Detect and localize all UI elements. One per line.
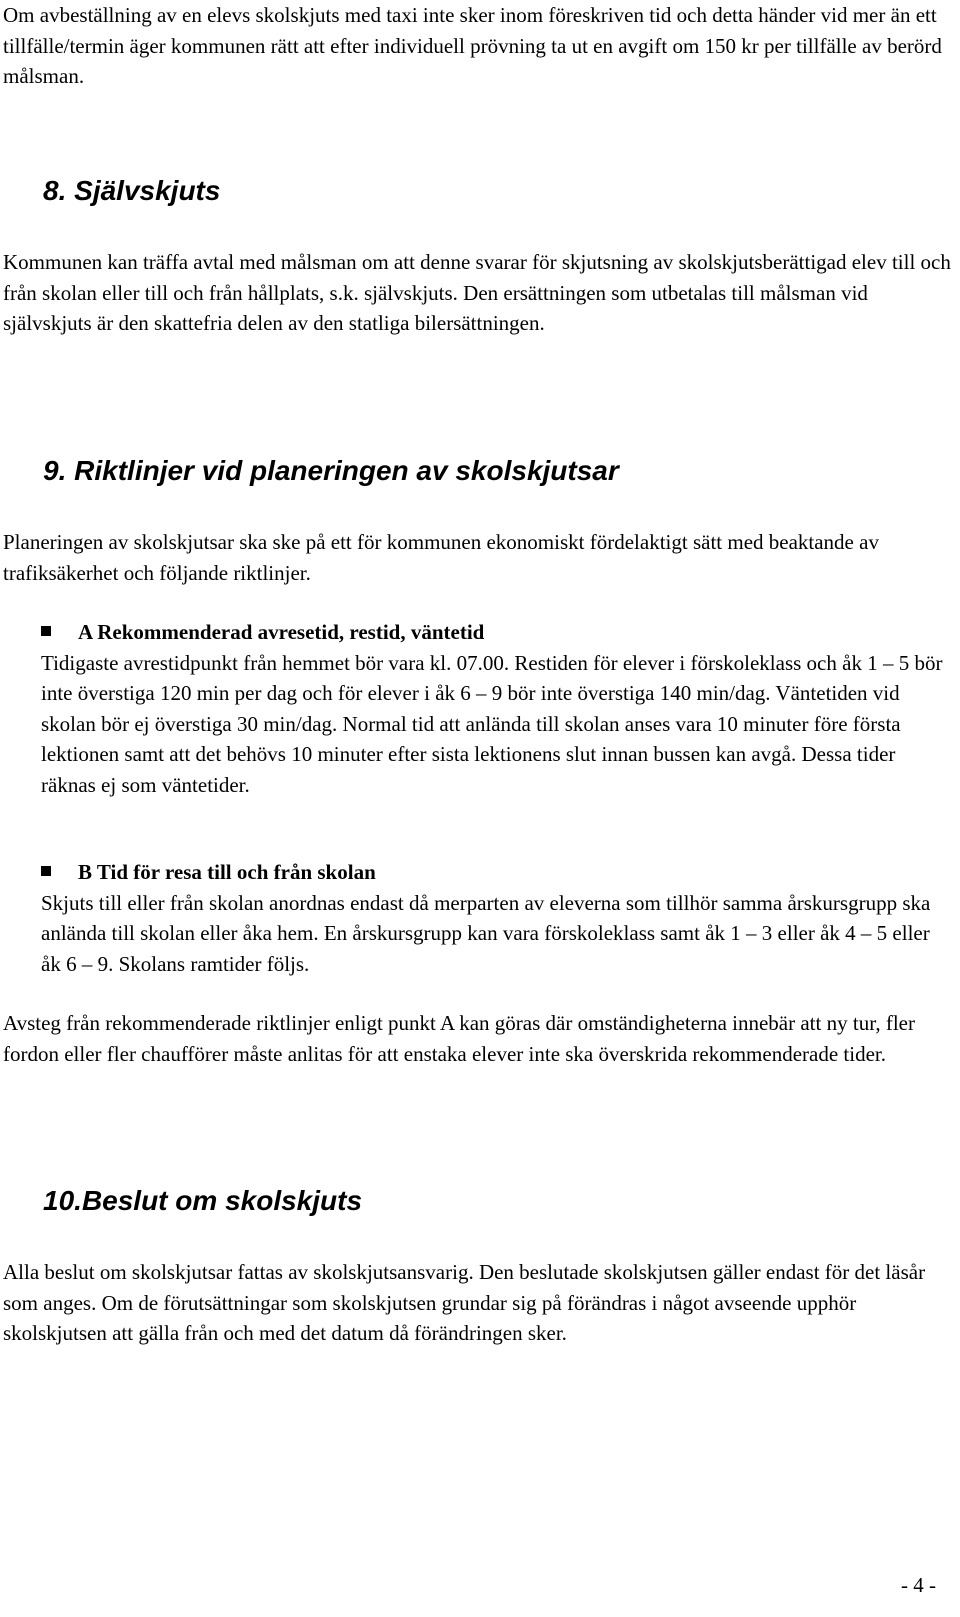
list-item-b bbox=[41, 857, 953, 979]
list-item-a-body: Tidigaste avrestidpunkt från hemmet bör vara kl. 07.00. Restiden för elever i förskoleklass och åk 1 – 5 bör inte överstiga 120 min per dag och för elever i åk 6 – 9 bör inte överstiga 140 min/dag. Väntetiden vid skolan bör ej överstiga 30 min/dag. Normal tid att anlända till skolan anses vara 10 minuter före första lektionen samt att det behövs 10 minuter efter sista lektionens slut innan bussen kan avgå. Dessa tider räknas ej som väntetider. bbox=[41, 650, 943, 797]
square-bullet-icon bbox=[41, 866, 51, 876]
section-8-heading bbox=[43, 174, 220, 208]
page-number: - 4 - bbox=[901, 1573, 936, 1597]
intro-paragraph: Om avbeställning av en elevs skolskjuts med taxi inte sker inom föreskriven tid och detta händer vid mer än ett tillfälle/termin äger kommunen rätt att efter individuell prövning ta ut en avgift om 150 kr per tillfälle av berörd målsman. bbox=[3, 3, 942, 88]
list-item-a-title-row bbox=[41, 617, 953, 648]
list-item-b-title: B Tid för resa till och från skolan bbox=[78, 860, 376, 884]
square-bullet-icon bbox=[41, 626, 51, 636]
section-10-heading bbox=[43, 1184, 362, 1218]
section-9-number: 9. bbox=[43, 455, 67, 486]
section-9-heading bbox=[43, 454, 619, 488]
section-9-closing: Avsteg från rekommenderade riktlinjer enligt punkt A kan göras där omständigheterna innebär att ny tur, fler fordon eller fler chaufförer måste anlitas för att enstaka elever inte ska överskrida rekommenderade tider. bbox=[3, 1011, 915, 1066]
list-item-b-body: Skjuts till eller från skolan anordnas endast då merparten av eleverna som tillhör samma årskursgrupp ska anlända till skolan eller åka hem. En årskursgrupp kan vara förskoleklass samt åk 1 – 3 eller åk 4 – 5 eller åk 6 – 9. Skolans ramtider följs. bbox=[41, 890, 931, 976]
list-item-a-title: A Rekommenderad avresetid, restid, väntetid bbox=[78, 620, 485, 644]
list-item-a bbox=[41, 617, 953, 800]
list-item-b-title-row bbox=[41, 857, 953, 888]
section-10-number: 10. bbox=[43, 1185, 82, 1216]
section-10-body: Alla beslut om skolskjutsar fattas av skolskjutsansvarig. Den beslutade skolskjutsen gäller endast för det läsår som anges. Om de förutsättningar som skolskjutsen grundar sig på förändras i något avseende upphör skolskjutsen att gälla från och med det datum då förändringen sker. bbox=[3, 1260, 926, 1345]
section-10-title: Beslut om skolskjuts bbox=[81, 1185, 363, 1216]
section-8-number: 8. bbox=[43, 175, 67, 206]
section-9-body: Planeringen av skolskjutsar ska ske på ett för kommunen ekonomiskt fördelaktigt sätt med beaktande av trafiksäkerhet och följande riktlinjer. bbox=[3, 530, 879, 585]
section-8-body: Kommunen kan träffa avtal med målsman om att denne svarar för skjutsning av skolskjutsberättigad elev till och från skolan eller till och från hållplats, s.k. självskjuts. Den ersättningen som utbetalas till målsman vid självskjuts är den skattefria delen av den statliga bilersättningen. bbox=[3, 250, 951, 335]
section-8-title: Självskjuts bbox=[74, 175, 221, 206]
section-9-title: Riktlinjer vid planeringen av skolskjutsar bbox=[74, 455, 619, 486]
